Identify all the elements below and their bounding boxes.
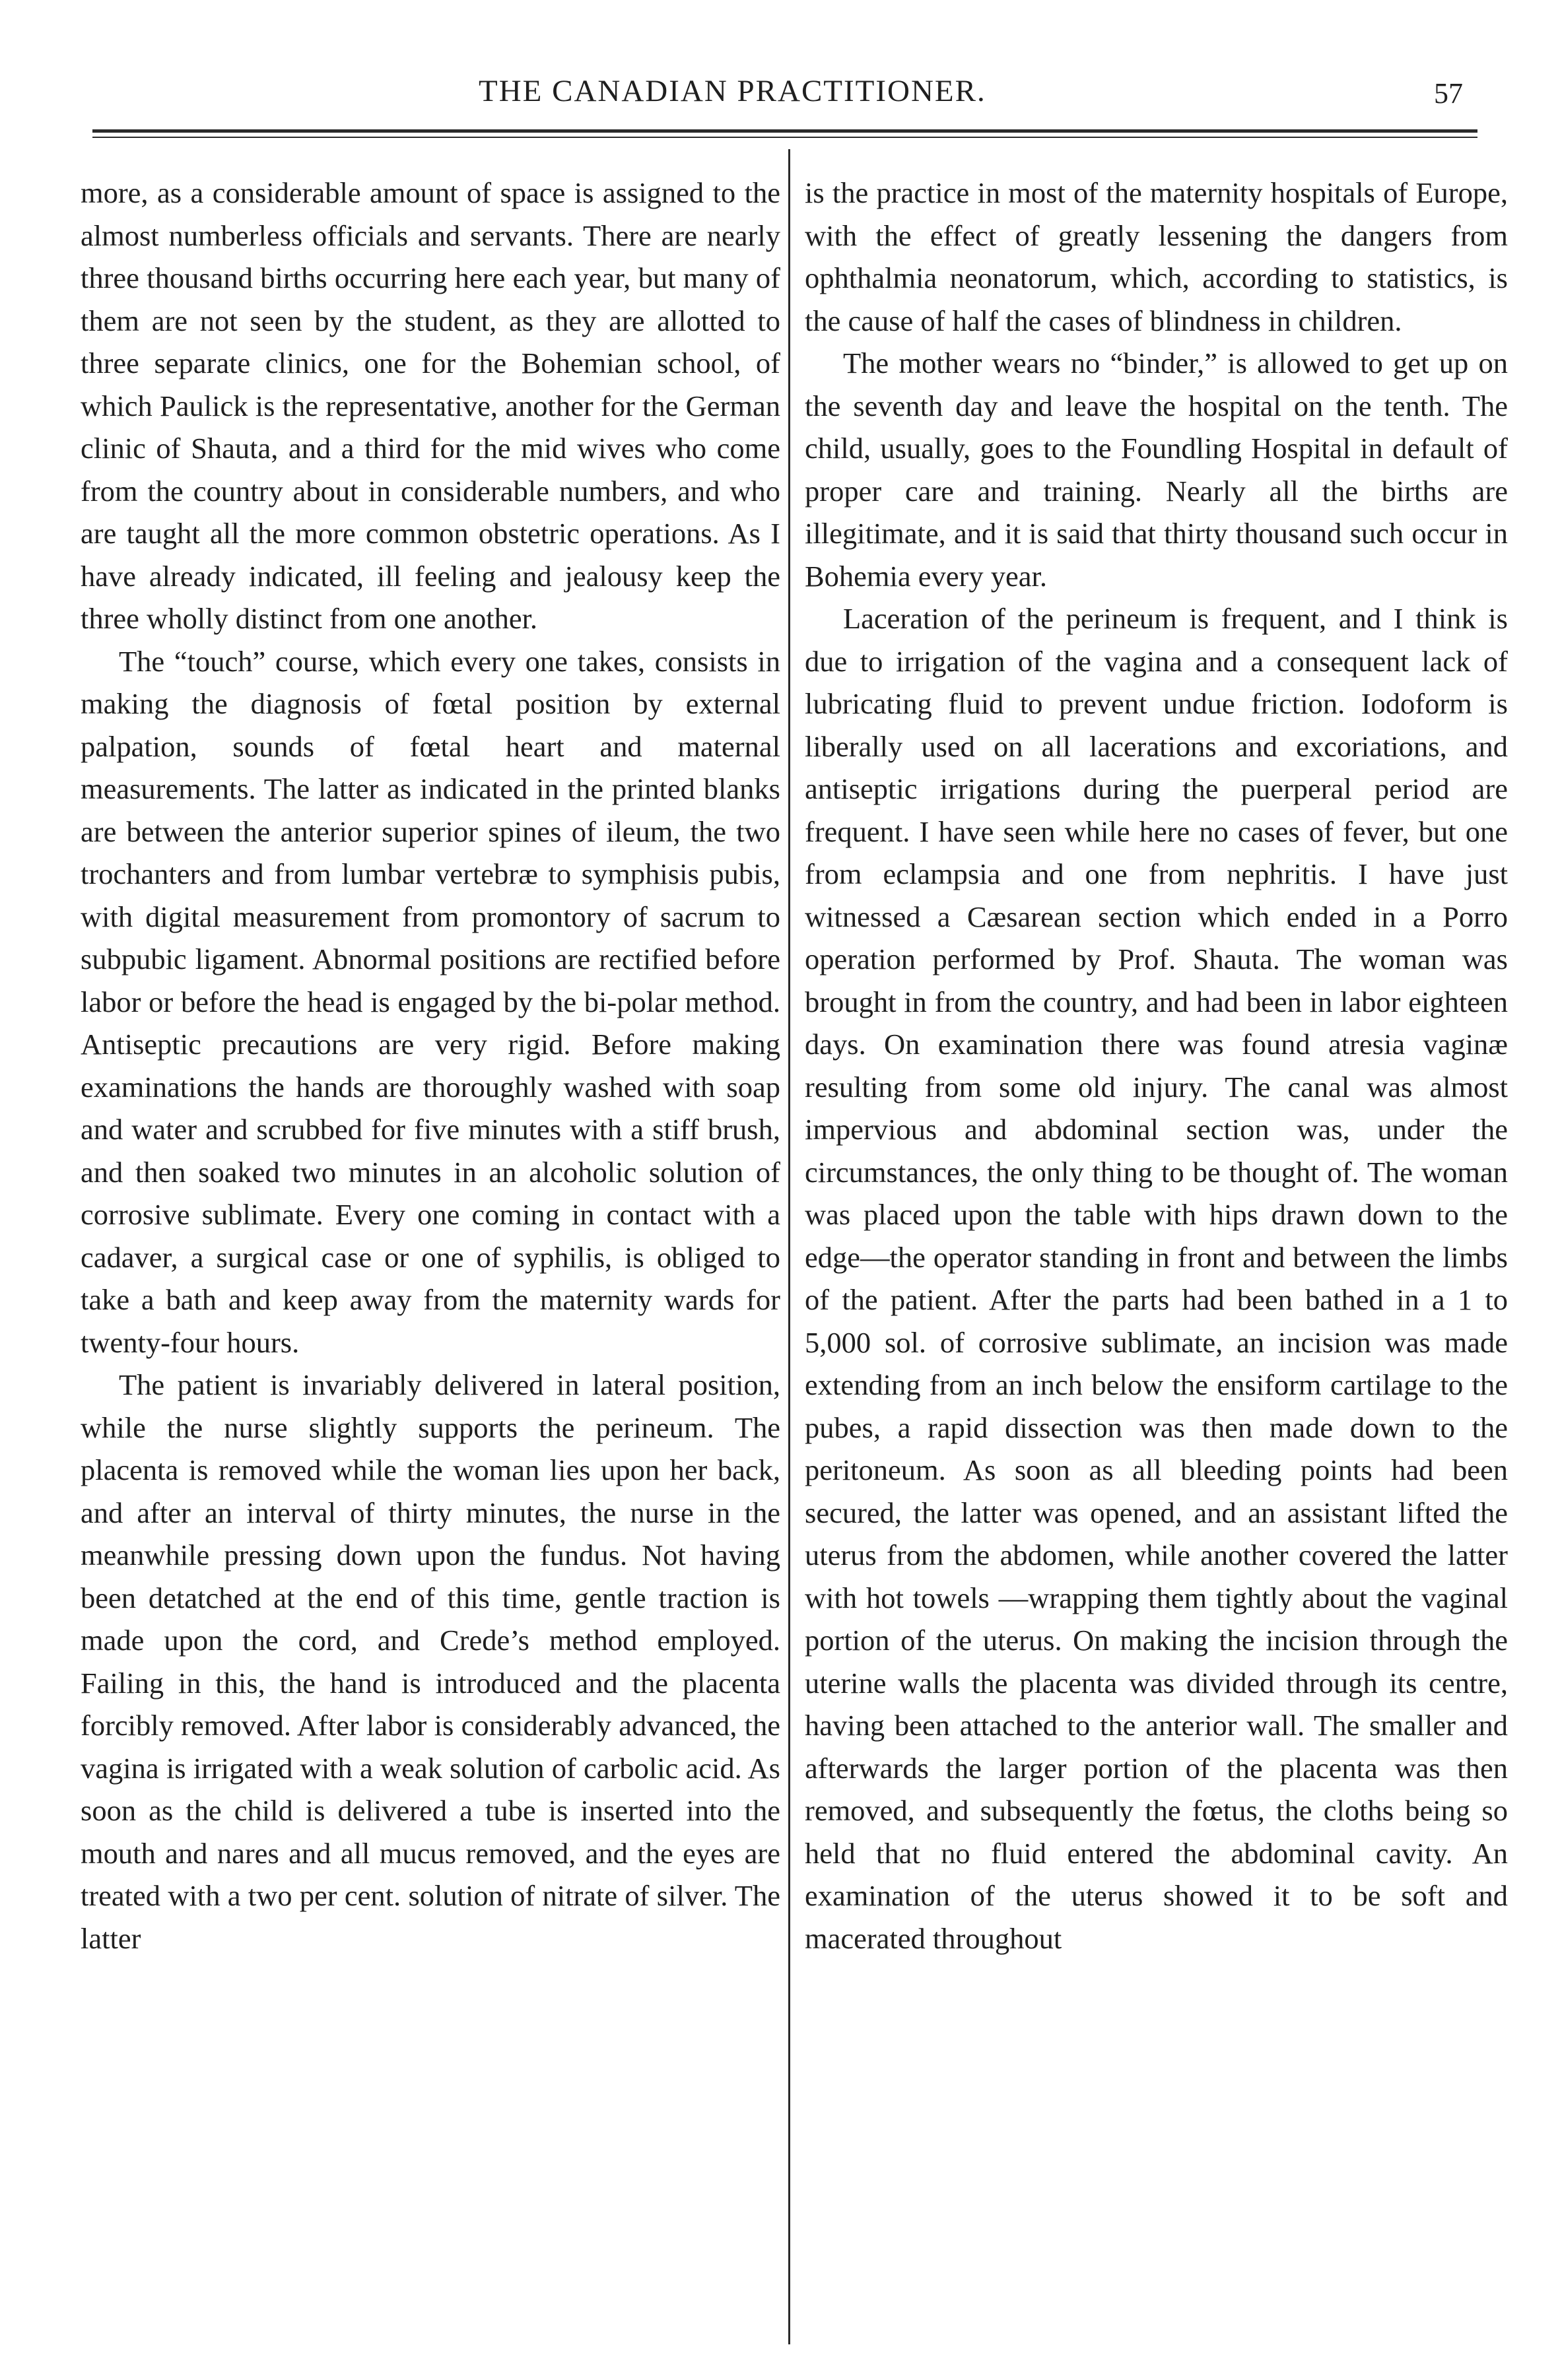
- page-number: 57: [1434, 77, 1463, 110]
- paragraph-ophthalmia: is the practice in most of the maternity hospitals of Europe, with the effect of greatly lessening the dangers from ophthalmia neonatorum, which, according to statistics, is the cause of half the cases of blindness in children.: [805, 176, 1508, 337]
- left-column: [81, 172, 780, 1960]
- paragraph-touch-course: The “touch” course, which every one takes, consists in making the diagnosis of fœtal position by external palpation, sounds of fœtal heart and maternal measurements. The latter as indicated in the printed blanks are between the anterior superior spines of ileum, the two trochanters and from lumbar vertebræ to symphisis pubis, with digital measurement from promontory of sacrum to subpubic ligament. Abnormal positions are rectified before labor or before the head is engaged by the bi-polar method. Antiseptic precautions are very rigid. Before making examinations the hands are thoroughly washed with soap and water and scrubbed for five minutes with a stiff brush, and then soaked two minutes in an alcoholic solution of corrosive sublimate. Every one coming in contact with a cadaver, a surgical case or one of syphilis, is obliged to take a bath and keep away from the maternity wards for twenty-four hours.: [81, 644, 780, 1359]
- paragraph-delivery: The patient is invariably delivered in lateral position, while the nurse slightly supports the perineum. The placenta is removed while the woman lies upon her back, and after an interval of thirty minutes, the nurse in the meanwhile pressing down upon the fundus. Not having been detatched at the end of this time, gentle traction is made upon the cord, and Crede’s method employed. Failing in this, the hand is introduced and the placenta forcibly removed. After labor is considerably advanced, the vagina is irrigated with a weak solution of carbolic acid. As soon as the child is delivered a tube is inserted into the mouth and nares and all mucus removed, and the eyes are treated with a two per cent. solution of nitrate of silver. The latter: [81, 1368, 780, 1955]
- paragraph-laceration-caesarean: Laceration of the perineum is frequent, and I think is due to irrigation of the vagina and a consequent lack of lubricating fluid to prevent undue friction. Iodoform is liberally used on all lacerations and excoriations, and antiseptic irrigations during the puerperal period are frequent. I have seen while here no cases of fever, but one from eclampsia and one from nephritis. I have just witnessed a Cæsarean section which ended in a Porro operation performed by Prof. Shauta. The woman was brought in from the country, and had been in labor eighteen days. On examination there was found atresia vaginæ resulting from some old injury. The canal was almost impervious and abdominal section was, under the circumstances, the only thing to be thought of. The woman was placed upon the table with hips drawn down to the edge—the operator standing in front and between the limbs of the patient. After the parts had been bathed in a 1 to 5,000 sol. of corrosive sublimate, an incision was made extending from an inch below the ensiform cartilage to the pubes, a rapid dissection was then made down to the peritoneum. As soon as all bleeding points had been secured, the latter was opened, and an assistant lifted the uterus from the abdomen, while another covered the latter with hot towels —wrapping them tightly about the vaginal portion of the uterus. On making the incision through the uterine walls the placenta was divided through its centre, having been attached to the anterior wall. The smaller and afterwards the larger portion of the placenta was then removed, and subsequently the fœtus, the cloths being so held that no fluid entered the abdominal cavity. An examination of the uterus showed it to be soft and macerated throughout: [805, 602, 1508, 1955]
- header-rule-thick: [92, 129, 1477, 133]
- header-rule-thin: [92, 137, 1477, 138]
- running-head: [0, 65, 1560, 117]
- right-column: [805, 172, 1508, 1960]
- column-divider: [788, 149, 790, 2344]
- running-title: THE CANADIAN PRACTITIONER.: [479, 74, 986, 108]
- paragraph-continuation: more, as a considerable amount of space is assigned to the almost numberless officials and servants. There are nearly three thousand births occurring here each year, but many of them are not seen by the student, as they are allotted to three separate clinics, one for the Bohemian school, of which Paulick is the representative, another for the German clinic of Shauta, and a third for the mid wives who come from the country about in considerable numbers, and who are taught all the more common obstetric operations. As I have already indicated, ill feeling and jealousy keep the three wholly distinct from one another.: [81, 176, 780, 635]
- paragraph-mother-binder: The mother wears no “binder,” is allowed to get up on the seventh day and leave the hospital on the tenth. The child, usually, goes to the Foundling Hospital in default of proper care and training. Nearly all the births are illegitimate, and it is said that thirty thousand such occur in Bohemia every year.: [805, 347, 1508, 593]
